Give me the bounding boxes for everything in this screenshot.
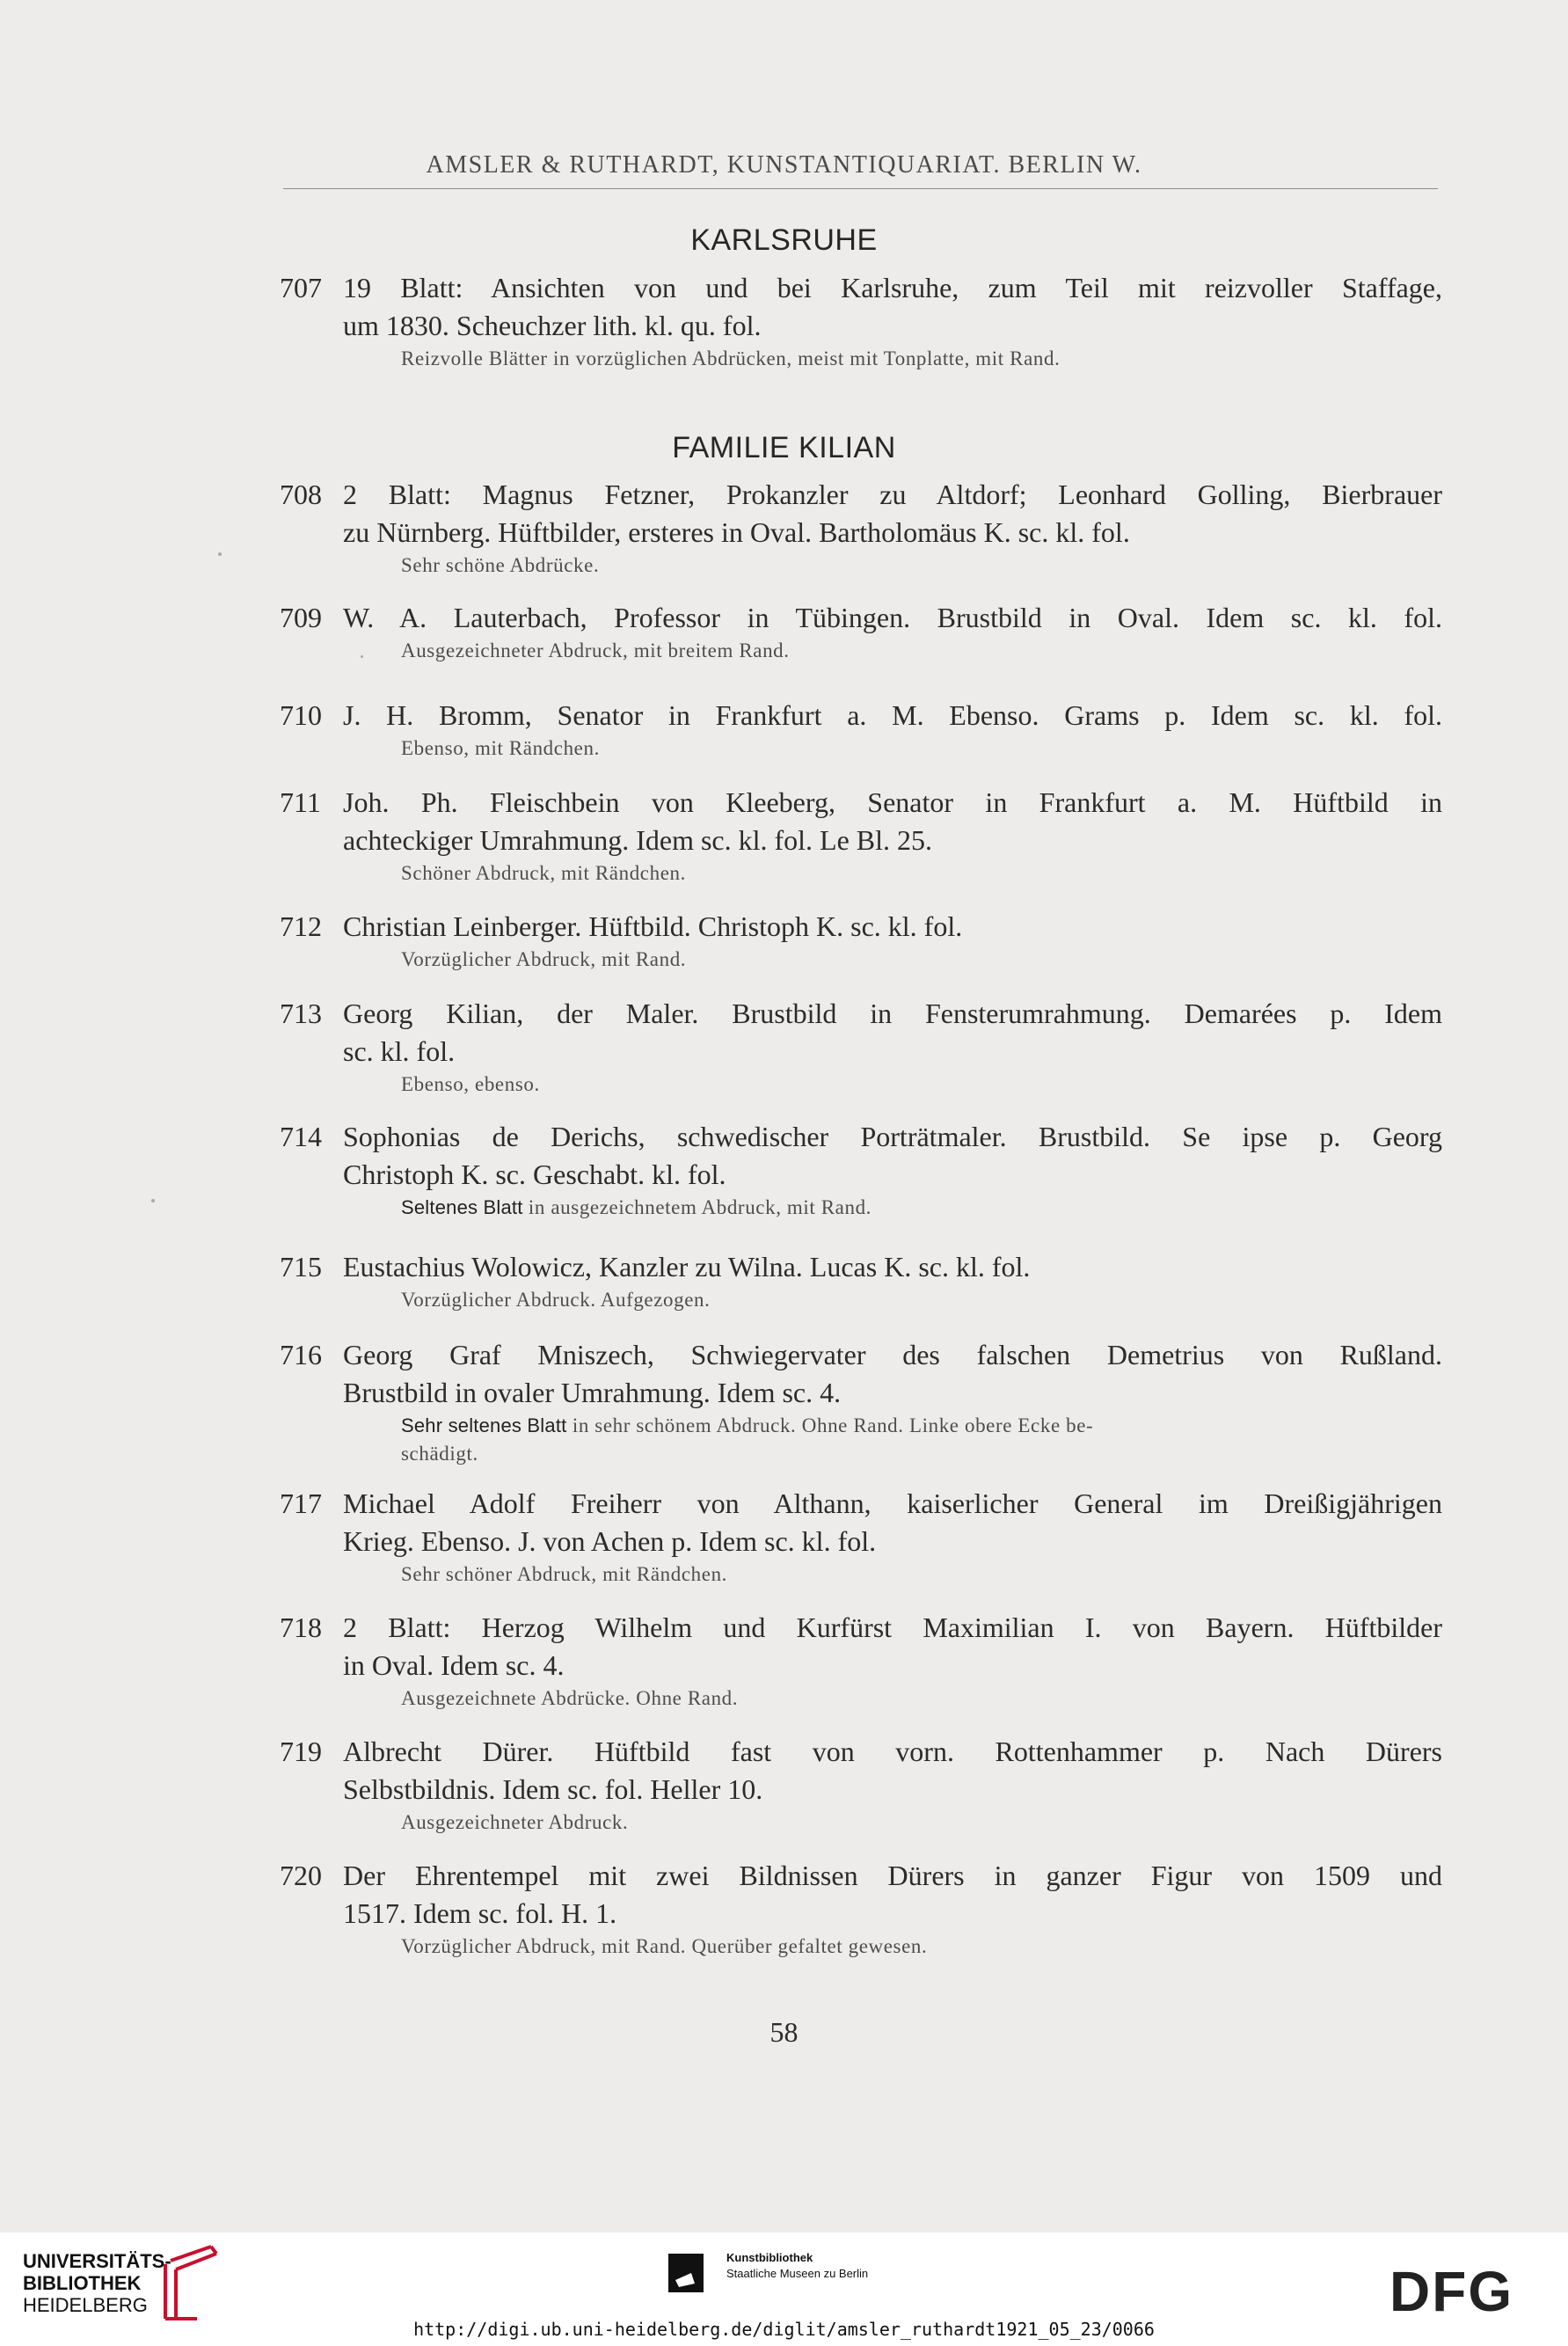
entry-line: 712 Christian Leinberger. Hüftbild. Christoph K. sc. kl. fol. [280,910,963,942]
entry-line: 716 Georg Graf Mniszech, Schwiegervater des falschen Demetrius von Rußland. [280,1339,1442,1370]
entry-note: Seltenes Blatt in ausgezeichnetem Abdruck, mit Rand. [401,1196,872,1218]
entry-line: Christoph K. sc. Geschabt. kl. fol. [343,1158,726,1190]
entry-line: zu Nürnberg. Hüftbilder, ersteres in Oval. Bartholomäus K. sc. kl. fol. [343,516,1130,548]
entry-note: Ebenso, ebenso. [401,1073,540,1095]
entry-line: achteckiger Umrahmung. Idem sc. kl. fol. Le Bl. 25. [343,824,933,856]
digitization-footer [0,2233,1568,2346]
entry-line: 718 2 Blatt: Herzog Wilhelm und Kurfürst Maximilian I. von Bayern. Hüftbilder [280,1612,1442,1643]
catalog-entry-712 [280,908,1442,974]
catalog-entry-715 [280,1248,1442,1314]
ub-heidelberg-logo[interactable]: UNIVERSITÄTS- BIBLIOTHEK HEIDELBERG [23,2250,171,2316]
section-title-kilian: FAMILIE KILIAN [672,431,896,464]
entry-line: 710 J. H. Bromm, Senator in Frankfurt a. M. Ebenso. Grams p. Idem sc. kl. fol. [280,699,1442,731]
catalog-entry-711 [280,784,1442,888]
entry-line: 719 Albrecht Dürer. Hüftbild fast von vorn. Rottenhammer p. Nach Dürers [280,1736,1442,1767]
entry-line: 708 2 Blatt: Magnus Fetzner, Prokanzler zu Altdorf; Leonhard Golling, Bierbrauer [280,479,1442,510]
catalog-entry-707 [280,269,1442,373]
entry-line: Selbstbildnis. Idem sc. fol. Heller 10. [343,1773,763,1805]
kunstbibliothek-label[interactable]: Kunstbibliothek Staatliche Museen zu Berlin [726,2251,869,2280]
entry-note: Vorzüglicher Abdruck. Aufgezogen. [401,1289,711,1311]
entry-note: Ausgezeichnete Abdrücke. Ohne Rand. [401,1687,739,1709]
entry-note: Schöner Abdruck, mit Rändchen. [401,862,686,884]
scan-speck [218,552,222,556]
entry-line: 717 Michael Adolf Freiherr von Althann, kaiserlicher General im Dreißigjährigen [280,1487,1442,1519]
entry-note: Sehr schöne Abdrücke. [401,554,600,576]
entry-line: Krieg. Ebenso. J. von Achen p. Idem sc. kl. fol. [343,1525,877,1557]
entry-note: Vorzüglicher Abdruck, mit Rand. Querüber gefaltet gewesen. [401,1935,928,1957]
page-number: 58 [769,2016,799,2048]
entry-line: sc. kl. fol. [343,1035,456,1067]
catalog-entry-720 [280,1857,1442,1961]
entry-line: 707 19 Blatt: Ansichten von und bei Karlsruhe, zum Teil mit reizvoller Staffage, [280,272,1442,303]
entry-line: 709 W. A. Lauterbach, Professor in Tübingen. Brustbild in Oval. Idem sc. kl. fol. [280,602,1442,633]
entry-line: 715 Eustachius Wolowicz, Kanzler zu Wilna. Lucas K. sc. kl. fol. [280,1251,1031,1283]
entry-note: Ausgezeichneter Abdruck. [401,1811,629,1833]
entry-note: Reizvolle Blätter in vorzüglichen Abdrücken, meist mit Tonplatte, mit Rand. [401,347,1061,369]
entry-line: 711 Joh. Ph. Fleischbein von Kleeberg, Senator in Frankfurt a. M. Hüftbild in [280,786,1442,818]
entry-line: 720 Der Ehrentempel mit zwei Bildnissen Dürers in ganzer Figur von 1509 und [280,1860,1442,1891]
catalog-entry-718 [280,1609,1442,1713]
permalink-url[interactable]: http://digi.ub.uni-heidelberg.de/diglit/amsler_ruthardt1921_05_23/0066 [413,2319,1155,2340]
entry-note: Ausgezeichneter Abdruck, mit breitem Rand. [401,639,790,661]
catalog-entry-708 [280,476,1442,580]
scan-speck [361,655,363,658]
entry-note: Sehr seltenes Blatt in sehr schönem Abdruck. Ohne Rand. Linke obere Ecke be- [401,1414,1094,1436]
entry-line: 1517. Idem sc. fol. H. 1. [343,1897,617,1929]
dfg-logo[interactable]: DFG [1389,2260,1514,2323]
ub-library-mark-icon [158,2245,220,2320]
entry-note: schädigt. [401,1443,478,1465]
catalog-entry-710 [280,697,1442,763]
entry-line: Brustbild in ovaler Umrahmung. Idem sc. 4. [343,1377,842,1408]
kunstbibliothek-logo-icon [668,2254,704,2292]
catalog-entry-716 [280,1336,1442,1468]
entry-line: 714 Sophonias de Derichs, schwedischer Porträtmaler. Brustbild. Se ipse p. Georg [280,1121,1442,1152]
entry-line: in Oval. Idem sc. 4. [343,1649,565,1681]
entry-note: Sehr schöner Abdruck, mit Rändchen. [401,1563,728,1585]
entry-line: um 1830. Scheuchzer lith. kl. qu. fol. [343,310,762,341]
catalog-entry-714 [280,1118,1442,1222]
section-title-karlsruhe: KARLSRUHE [690,223,878,257]
scan-speck [151,1199,155,1202]
catalog-entry-713 [280,995,1442,1099]
entry-note: Ebenso, mit Rändchen. [401,737,600,759]
entry-note: Vorzüglicher Abdruck, mit Rand. [401,948,687,970]
catalog-entry-709 [280,599,1442,665]
catalog-entry-717 [280,1485,1442,1589]
header-rule [283,188,1438,189]
catalog-entry-719 [280,1733,1442,1837]
entry-line: 713 Georg Kilian, der Maler. Brustbild in Fensterumrahmung. Demarées p. Idem [280,998,1442,1029]
running-header: AMSLER & RUTHARDT, KUNSTANTIQUARIAT. BERLIN W. [426,151,1142,179]
